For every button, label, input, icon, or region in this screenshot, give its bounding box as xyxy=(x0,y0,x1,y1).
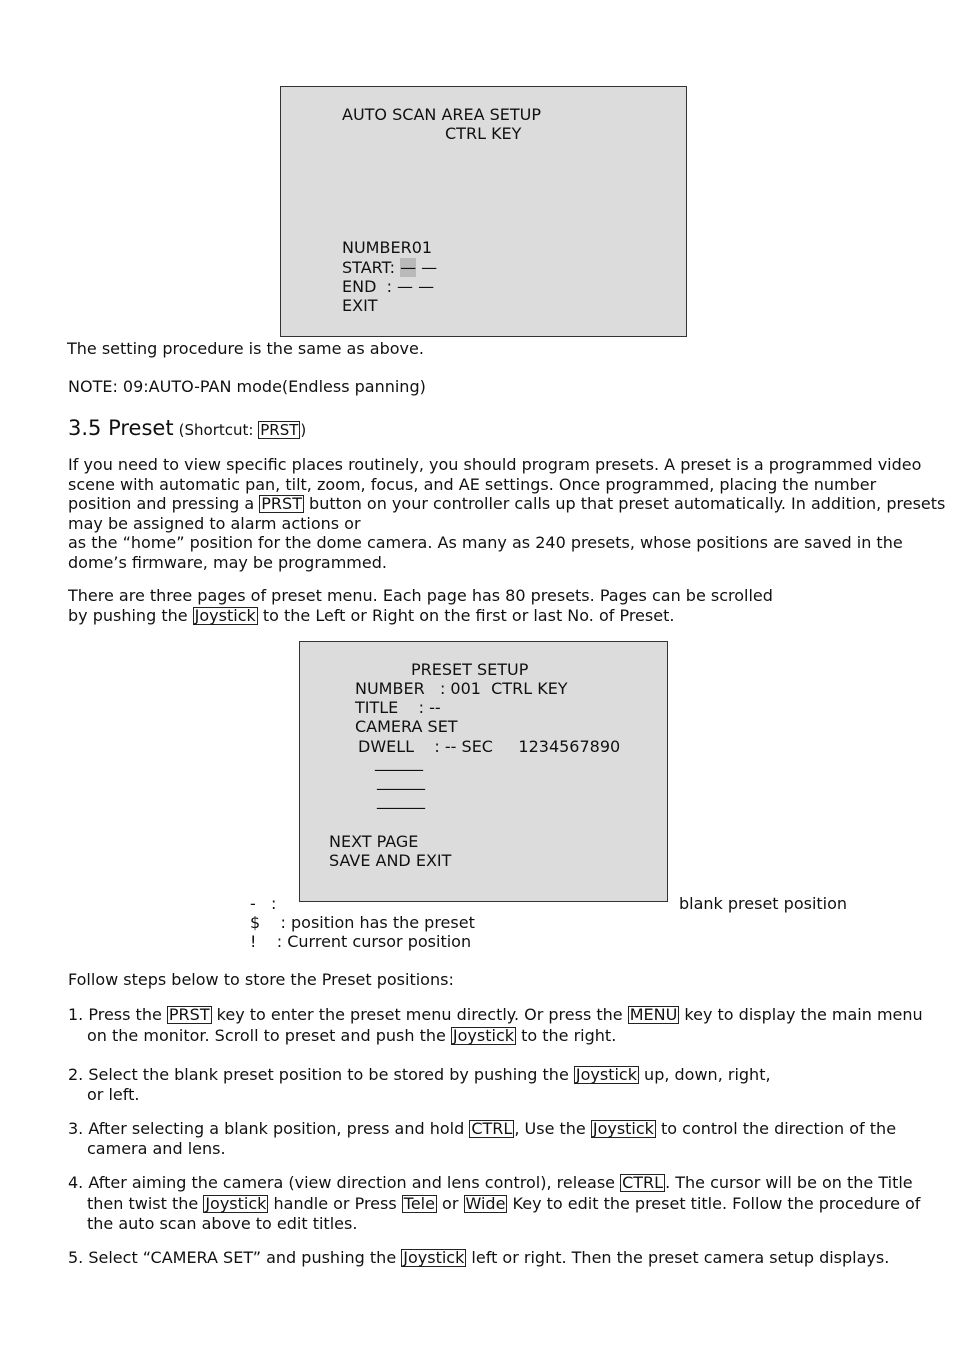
joystick-key: Joystick xyxy=(194,605,256,625)
auto-pan-note: NOTE: 09:AUTO-PAN mode(Endless panning) xyxy=(68,377,426,396)
osd-camera-set: CAMERA SET xyxy=(355,717,458,736)
text: handle or Press xyxy=(268,1193,402,1213)
osd-start xyxy=(342,258,437,277)
step-5 xyxy=(68,1248,908,1268)
text: . The cursor will be on the Title xyxy=(665,1173,913,1192)
step-line: camera and lens. xyxy=(87,1138,226,1158)
para1-line: may be assigned to alarm actions or xyxy=(68,513,361,533)
step-line xyxy=(68,1173,913,1194)
step-line: the auto scan above to edit titles. xyxy=(87,1214,358,1233)
text: left or right. Then the preset camera setup displays. xyxy=(466,1248,890,1267)
prst-key: PRST xyxy=(168,1005,210,1024)
text: , Use the xyxy=(514,1119,591,1138)
text: on the monitor. Scroll to preset and push the xyxy=(87,1026,451,1045)
text: 3. After selecting a blank position, press and hold xyxy=(68,1119,470,1138)
osd-preset-row: ______ xyxy=(377,771,425,790)
osd-start-value: — xyxy=(416,258,438,277)
joystick-key: Joystick xyxy=(592,1119,654,1138)
shortcut-suffix: ) xyxy=(300,421,307,439)
osd-save-exit: SAVE AND EXIT xyxy=(329,851,452,870)
section-heading xyxy=(68,416,306,442)
osd-dwell: DWELL : -- SEC 1234567890 xyxy=(358,737,621,756)
legend-bang: ! : Current cursor position xyxy=(250,932,472,951)
text: then twist the xyxy=(87,1193,204,1213)
osd-number: NUMBER : 001 CTRL KEY xyxy=(355,679,568,698)
preset-description xyxy=(68,455,946,572)
text: position and pressing a xyxy=(68,494,260,513)
text: button on your controller calls up that preset automatically. In addition, presets xyxy=(303,494,946,513)
text: key to enter the preset menu directly. Or press the xyxy=(211,1005,628,1024)
step-line xyxy=(68,1119,908,1139)
osd-next-page: NEXT PAGE xyxy=(329,832,419,851)
joystick-key: Joystick xyxy=(452,1026,515,1045)
step-4 xyxy=(68,1173,921,1235)
step-line xyxy=(68,1004,923,1025)
shortcut-prefix: (Shortcut: xyxy=(178,421,259,439)
step-line: or left. xyxy=(87,1084,140,1104)
osd-title: AUTO SCAN AREA SETUP xyxy=(342,105,542,124)
prst-key: PRST xyxy=(261,494,302,513)
para1-line xyxy=(68,494,946,514)
menu-key: MENU xyxy=(629,1005,678,1024)
para1-line: as the “home” position for the dome camera. As many as 240 presets, whose positions are saved in the xyxy=(68,533,903,552)
joystick-key: Joystick xyxy=(403,1248,465,1267)
text: 2. Select the blank preset position to be stored by pushing the xyxy=(68,1065,574,1084)
para1-line: scene with automatic pan, tilt, zoom, focus, and AE settings. Once programmed, placing the number xyxy=(68,474,877,494)
osd-preset-row: ______ xyxy=(377,790,425,809)
text: 1. Press the xyxy=(68,1005,167,1024)
step-1 xyxy=(68,1004,923,1046)
ctrl-key: CTRL xyxy=(622,1173,664,1192)
step-line xyxy=(68,1193,921,1215)
osd-start-label: START: xyxy=(342,258,401,277)
ctrl-key: CTRL xyxy=(471,1119,513,1138)
text: or xyxy=(436,1193,464,1213)
text: by pushing the xyxy=(68,605,193,625)
legend-dash-symbol: - : xyxy=(250,894,277,913)
prst-key: PRST xyxy=(260,421,299,439)
auto-scan-osd-screen xyxy=(280,86,687,337)
text: to the Left or Right on the first or last No. of Preset. xyxy=(257,605,675,625)
osd-exit: EXIT xyxy=(342,296,378,315)
section-title: 3.5 Preset xyxy=(68,416,174,440)
osd-title: PRESET SETUP xyxy=(411,660,529,679)
step-3 xyxy=(68,1119,908,1158)
shortcut-label xyxy=(179,421,307,439)
follow-steps-intro: Follow steps below to store the Preset positions: xyxy=(68,970,454,989)
para1-line: If you need to view specific places routinely, you should program presets. A preset is a programmed video xyxy=(68,455,922,474)
osd-number: NUMBER01 xyxy=(342,238,433,257)
step-line xyxy=(68,1248,908,1268)
para2-line: There are three pages of preset menu. Each page has 80 presets. Pages can be scrolled xyxy=(68,586,773,605)
step-2 xyxy=(68,1065,908,1104)
preset-setup-osd-screen xyxy=(299,641,668,902)
para2-line xyxy=(68,606,908,626)
osd-end: END : — — xyxy=(342,277,435,296)
joystick-key: Joystick xyxy=(575,1065,637,1084)
text: up, down, right, xyxy=(638,1065,771,1084)
step-line xyxy=(68,1025,908,1046)
procedure-note: The setting procedure is the same as above. xyxy=(67,339,424,358)
osd-title-row: TITLE : -- xyxy=(355,698,441,717)
osd-start-cursor: — xyxy=(400,258,417,277)
text: key to display the main menu xyxy=(679,1005,923,1024)
wide-key: Wide xyxy=(465,1193,506,1213)
text: Key to edit the preset title. Follow the procedure of xyxy=(507,1193,921,1213)
legend-dash-text: blank preset position xyxy=(679,894,848,913)
legend-dollar: $ : position has the preset xyxy=(250,913,475,932)
text: to the right. xyxy=(516,1026,617,1045)
tele-key: Tele xyxy=(403,1193,435,1213)
pages-description xyxy=(68,586,908,625)
osd-ctrl-key: CTRL KEY xyxy=(445,124,522,143)
osd-preset-row: ______ xyxy=(375,752,423,771)
para1-line: dome’s firmware, may be programmed. xyxy=(68,552,387,572)
text: 5. Select “CAMERA SET” and pushing the xyxy=(68,1248,402,1267)
joystick-key: Joystick xyxy=(205,1193,267,1213)
text: 4. After aiming the camera (view direction and lens control), release xyxy=(68,1173,621,1192)
step-line xyxy=(68,1065,908,1085)
text: to control the direction of the xyxy=(655,1119,897,1138)
